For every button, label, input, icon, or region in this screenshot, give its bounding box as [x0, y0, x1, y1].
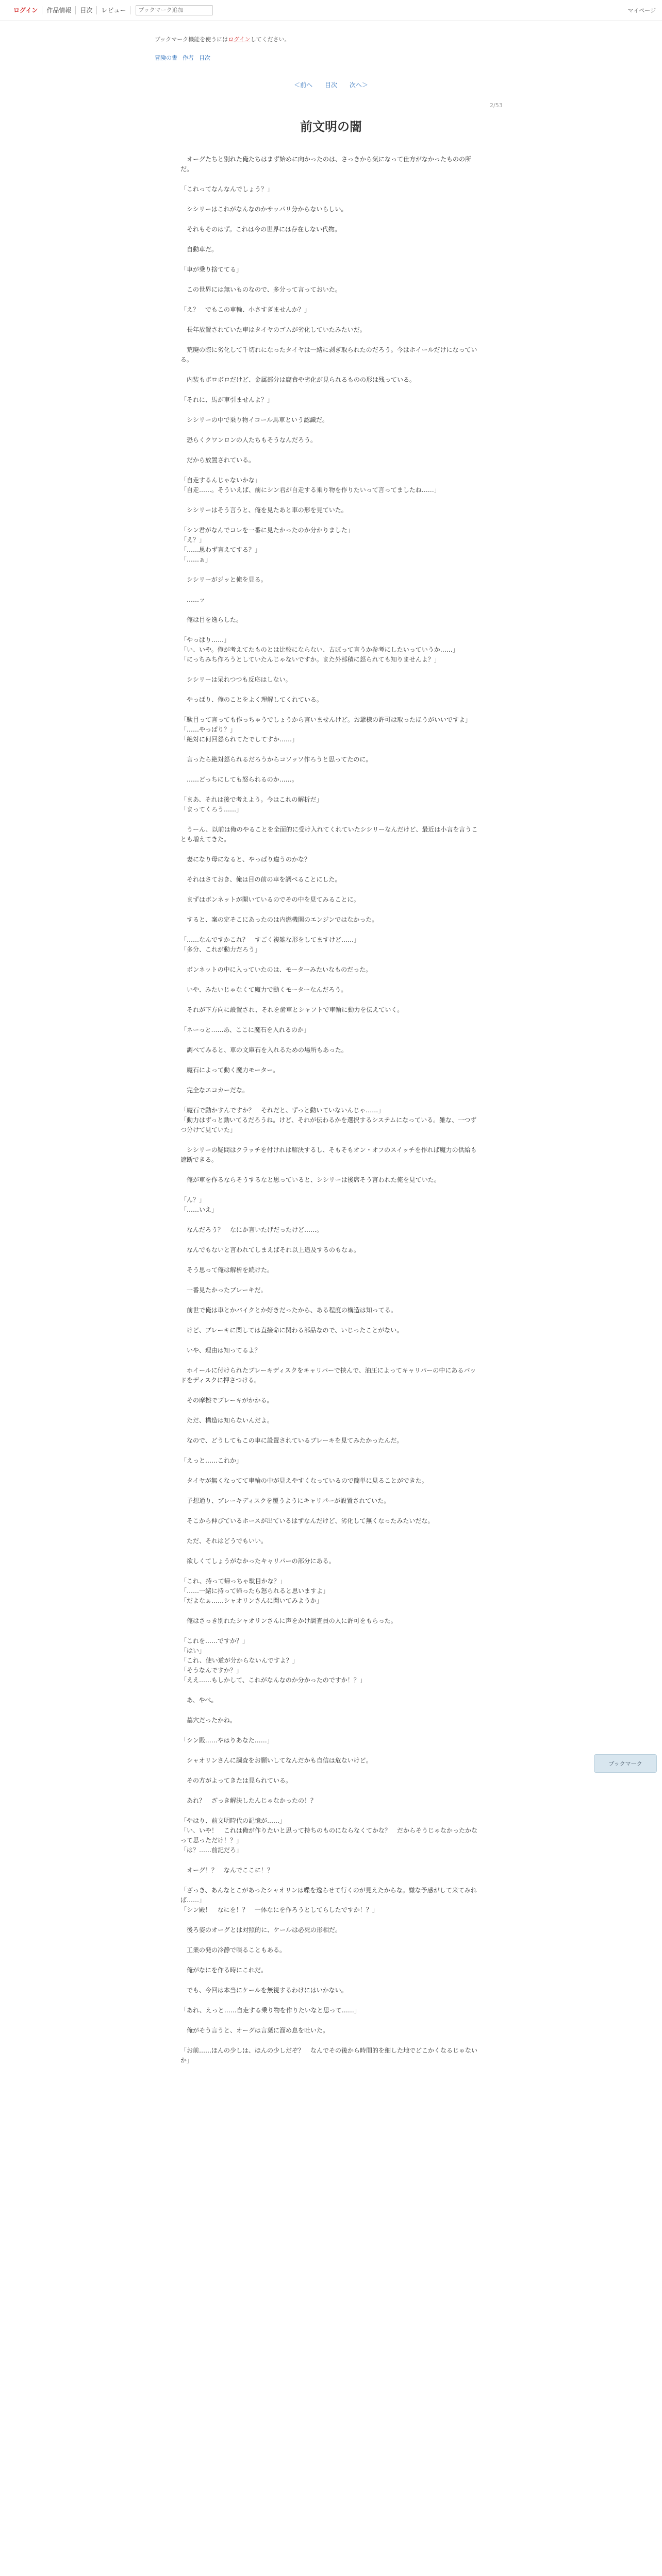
story-paragraph: ボンネットの中に入っていたのは、モーターみたいなものだった。	[180, 966, 372, 973]
story-paragraph: 魔石によって動く魔力モーター。	[180, 1066, 279, 1074]
nav-item-work-info[interactable]: 作品情報	[42, 6, 76, 14]
story-paragraph: あ、やべ。	[180, 1697, 218, 1704]
story-paragraph: オーグたちと別れた俺たちはまず始めに向かったのは、さっきから気になって仕方がなかったものの所だ。	[180, 156, 472, 173]
story-paragraph: その摩擦でブレーキがかかる。	[180, 1397, 273, 1404]
story-paragraph: 「え？ でもこの車輪、小さすぎませんか？」	[180, 306, 311, 313]
story-paragraph: 「車が乗り捨ててる」	[180, 266, 243, 273]
story-paragraph: 「これってなんなんでしょう？」	[180, 185, 274, 193]
story-paragraph: それはさておき、俺は目の前の車を調べることにした。	[180, 876, 341, 883]
story-paragraph: あれ？ ざっき解決したんじゃなかったの！？	[180, 1797, 317, 1804]
story-paragraph: 言ったら絶対怒られるだろうからコソッソ作ろうと思ってたのに。	[180, 756, 372, 763]
story-paragraph: 俺がそう言うと、オーグは言葉に溜め息を吐いた。	[180, 2027, 329, 2034]
story-paragraph: だから放置されている。	[180, 456, 255, 464]
story-paragraph: 完全なエコカーだな。	[180, 1087, 249, 1094]
story-paragraph: 「ざっき、あんなとこがあったシャオリンは喋を逸らせて行くのが見えたからな。嫌な予感がして来てみれば……」 「シン殿！ なにを！？ 一体なにを作ろうとしてらしたですか！？」	[180, 1887, 477, 1913]
story-paragraph: なんだろう？ なにか言いたげだったけど……。	[180, 1226, 323, 1233]
story-paragraph: 恐らくクワンロンの人たちもそうなんだろう。	[180, 436, 317, 444]
story-paragraph: そこから伸びているホースが出ているはずなんだけど、劣化して無くなったみたいだな。	[180, 1517, 434, 1524]
mypage-link[interactable]: マイページ	[627, 7, 656, 14]
story-paragraph: ただ、構造は知らないんだよ。	[180, 1417, 274, 1424]
story-paragraph: この世界には無いものなので、多分って言っておいた。	[180, 286, 341, 293]
story-paragraph: 「シン君がなんでコレを一番に見たかったのか分かりました」 「え？」 「……思わず言えてする？」 「……ぁ」	[180, 527, 354, 563]
story-paragraph: まずはボンネットが開いているのでその中を見てみることに。	[180, 896, 360, 903]
story-paragraph: 俺が車を作るならそうするなと思っていると、シシリーは後席そう言われた俺を見ていた。	[180, 1176, 440, 1183]
story-paragraph: それもそのはず。これは今の世界には存在しない代物。	[180, 226, 341, 233]
story-paragraph: 「これ、持って帰っちゃ駄目かな？」 「……一緒に持って帰ったら怒られると思いますよ」 「だよなぁ……シャオリンさんに聞いてみようか」	[180, 1578, 329, 1604]
story-paragraph: 妻になり母になると、やっぱり違うのかな？	[180, 856, 311, 863]
story-paragraph: 調べてみると、車の文庫石を入れるための場所もあった。	[180, 1046, 347, 1054]
prev-chapter-link[interactable]: ＜前へ	[294, 81, 313, 89]
story-paragraph: 一番見たかったブレーキだ。	[180, 1286, 267, 1294]
breadcrumb-item-series[interactable]: 冒険の書	[155, 55, 177, 61]
top-navigation-bar	[0, 0, 662, 21]
story-paragraph: 「えっと……これか」	[180, 1457, 243, 1464]
breadcrumb-item-author[interactable]: 作者	[183, 55, 194, 61]
story-paragraph: シャオリンさんに調査をお願いしてなんだかも自信は危ないけど。	[180, 1757, 372, 1764]
story-paragraph: 「それに、馬が車引ませんよ？」	[180, 396, 274, 403]
story-paragraph: 「これを……ですか？」 「はい」 「これ、使い道が分からないんですよ？」 「そうなんですか？」 「ええ……もしかして、これがなんなのか分かったのですか！？」	[180, 1637, 366, 1684]
story-paragraph: 内装もボロボロだけど、金属部分は腐食や劣化が見られるものの形は残っている。	[180, 376, 416, 383]
story-paragraph: タイヤが無くなってて車輪の中が見えやすくなっているので簡単に見ることができた。	[180, 1477, 428, 1484]
chapter-title: 前文明の闇	[300, 120, 362, 134]
story-paragraph: 「シン殿……やはりあなた……」	[180, 1737, 273, 1744]
breadcrumb	[155, 54, 210, 62]
story-paragraph: シシリーの疑問はクラッチを付けれは解決するし、そもそもオン・オフのスイッチを作れば魔力の供給も遮断できる。	[180, 1146, 477, 1163]
story-paragraph: すると、案の定そこにあったのは内燃機関のエンジンではなかった。	[180, 916, 378, 923]
story-paragraph: 「自走するんじゃないかな」 「自走……。そういえば、前にシン君が自走する乗り物を作りたいって言ってましたね……」	[180, 477, 440, 494]
story-paragraph: 「やっぱり……」 「い、いや。俺が考えてたものとは比較にならない、古ぼって言うか参考にしたいっていうか……」 「にっちみち作ろうとしていたんじゃないですか。また外部積に怒られても知りませんよ？」	[180, 636, 459, 663]
bookmark-input[interactable]	[136, 5, 213, 15]
story-paragraph: 「駄目って言っても作っちゃうでしょうから言いませんけど。お爺様の許可は取ったほうがいいですよ」 「……やっぱり？」 「絶対に何回怒られてたでしてすか……」	[180, 716, 472, 743]
story-paragraph: でも、今回は本当にケールを無視するわけにはいかない。	[180, 1987, 347, 1994]
story-paragraph: ……どっちにしても怒られるのか……。	[180, 776, 298, 783]
story-paragraph: 後ろ姿のオーグとは対照的に、ケールは必死の形相だ。	[180, 1926, 342, 1934]
notice-login-link[interactable]: ログイン	[228, 36, 251, 43]
story-paragraph: けど、ブレーキに関しては直接命に関わる部品なので、いじったことがない。	[180, 1327, 403, 1334]
story-paragraph: 欲しくてしょうがなかったキャリパーの部分にある。	[180, 1557, 335, 1565]
story-paragraph: 長年放置されていた車はタイヤのゴムが劣化していたみたいだ。	[180, 326, 366, 333]
next-chapter-link[interactable]: 次へ＞	[349, 81, 368, 89]
story-paragraph: 「……なんですかこれ？ すごく複雑な形をしてますけど……」 「多分、これが動力だろう」	[180, 936, 360, 953]
story-paragraph: やっぱり、俺のことをよく理解してくれている。	[180, 696, 323, 703]
story-paragraph: 「あれ、えっと……自走する乗り物を作りたいなと思って……」	[180, 2007, 360, 2014]
story-paragraph: 俺がなにを作る時にこれだ。	[180, 1967, 268, 1974]
story-paragraph: なので、どうしてもこの車に設置されているブレーキを見てみたかったんだ。	[180, 1437, 403, 1444]
login-notice	[155, 35, 290, 43]
bookmark-float-button[interactable]: ブックマーク	[594, 1754, 657, 1773]
notice-text-before: ブックマーク機能を使うには	[155, 36, 228, 43]
story-paragraph: 「まあ、それは後で考えよう。今はこれの解析だ」 「まってくろう……」	[180, 796, 323, 813]
story-paragraph: シシリーの中で乗り物イコール馬車という認識だ。	[180, 416, 328, 423]
story-paragraph: 俺は目を逸らした。	[180, 616, 243, 623]
story-paragraph: そう思って俺は解析を続けた。	[180, 1266, 274, 1274]
story-paragraph: 予想通り、ブレーキディスクを覆うようにキャリパーが設置されていた。	[180, 1497, 390, 1504]
story-paragraph: 「ネーっと……あ、ここに魔石を入れるのか」	[180, 1026, 310, 1033]
story-paragraph: 「やはり、前文明時代の記憶が……」 「い、いや！ これは俺が作りたいと思って持ちのものにならなくてかな？ だからそうじゃなかったかなって思っただけ！？」 「は？……前記だろ」	[180, 1817, 478, 1854]
story-paragraph: いや、理由は知ってるよ？	[180, 1347, 261, 1354]
notice-text-after: してください。	[250, 36, 290, 43]
story-paragraph: オーグ！？ なんでここに！？	[180, 1867, 274, 1874]
nav-item-review[interactable]: レビュー	[97, 6, 130, 14]
chapter-pager	[0, 80, 662, 89]
story-paragraph: なんでもないと言われてしまえばそれ以上追及するのもなぁ。	[180, 1246, 360, 1253]
login-link[interactable]: ログイン	[9, 6, 42, 14]
story-paragraph: 自動車だ。	[180, 246, 218, 253]
story-paragraph: 「魔石で動かすんですか？ それだと、ずっと動いていないんじゃ……」 「動力はずっと動いてるだろうね。けど、それが伝わるかを選択するシステムになっている。雑な、一つずつ分けて見ていた」	[180, 1107, 477, 1133]
page-number: 2/53	[490, 102, 503, 109]
story-body	[180, 155, 482, 2076]
story-paragraph: 「お前……ほんの少しは、ほんの少しだぞ？ なんでその後から時間的を細した地でどこかくなるじゃないか」	[180, 2047, 478, 2064]
story-paragraph: 荒廃の際に劣化して千切れになったタイヤは一緒に剥ぎ取られたのだろう。今はホイールだけになっている。	[180, 346, 477, 363]
story-paragraph: ただ、それはどうでもいい。	[180, 1537, 268, 1545]
story-paragraph: 俺はさっき別れたシャオリンさんに声をかけ調査員の人に許可をもらった。	[180, 1617, 397, 1624]
story-paragraph: いや、みたいじゃなくて魔力で動くモーターなんだろう。	[180, 986, 347, 993]
breadcrumb-item-toc[interactable]: 目次	[199, 55, 210, 61]
story-paragraph: 工業の発の冷静で喋ることもある。	[180, 1946, 286, 1954]
story-paragraph: シシリーがジッと俺を見る。	[180, 576, 267, 583]
story-paragraph: 「ん？」 「……いえ」	[180, 1196, 218, 1213]
main-nav	[9, 5, 213, 15]
story-paragraph: シシリーはこれがなんなのかサッパリ分からないらしい。	[180, 206, 347, 213]
story-paragraph: 墓穴だったかね。	[180, 1717, 237, 1724]
story-paragraph: ……ッ	[180, 596, 206, 603]
toc-link[interactable]: 目次	[324, 81, 337, 89]
nav-item-toc[interactable]: 目次	[76, 6, 97, 14]
story-paragraph: シシリーはそう言うと、俺を見たあと車の形を見ていた。	[180, 506, 347, 514]
story-paragraph: シシリーは呆れつつも反応はしない。	[180, 676, 292, 683]
story-paragraph: ホイールに付けられたブレーキディスクをキャリパーで挟んで、油圧によってキャリパーの中にあるパッドをディスクに押さつける。	[180, 1367, 476, 1384]
story-paragraph: 前世で俺は車とかバイクとか好きだったから、ある程度の構造は知ってる。	[180, 1307, 397, 1314]
story-paragraph: うーん、以前は俺のやることを全面的に受け入れてくれていたシシリーなんだけど、最近は小言を言うことも増えてきた。	[180, 826, 478, 843]
story-paragraph: それが下方向に設置され、それを歯車とシャフトで車輪に動力を伝えていく。	[180, 1006, 404, 1013]
story-paragraph: その方がよってきたは見られている。	[180, 1777, 292, 1784]
